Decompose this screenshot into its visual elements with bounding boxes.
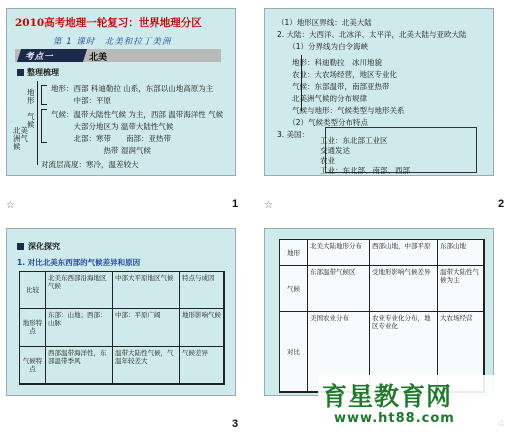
outline-line-text: 3. 美国：: [277, 130, 310, 139]
outline-line-text: （2）气候类型分布特点: [277, 118, 376, 127]
table-cell: 中部大平原地区气候: [113, 272, 180, 309]
table-cell: 东部：山地；西部：山脉: [46, 309, 113, 346]
summary-table: [279, 239, 485, 393]
slide-star-icon: ☆: [6, 200, 15, 211]
table-cell: 温带大陆性气候为主: [438, 266, 484, 312]
table-cell: 北美大陆地形分布: [308, 240, 370, 266]
outline-line-text: 北部：寒带 南部：亚热带: [51, 134, 171, 143]
page-number-3: 3: [232, 418, 239, 430]
outline-line-text: 地形：科迪勒拉 冰川地貌: [277, 58, 390, 67]
table-cell: 地形特点: [20, 309, 46, 346]
slide-star-icon: ☆: [264, 200, 273, 211]
heading-marker-icon: [17, 243, 24, 250]
table-cell: 西部山地，中部平原: [370, 240, 438, 266]
page-number-2: 2: [498, 198, 505, 210]
outline-line-text: 农业: [305, 156, 343, 165]
page-number-1: 1: [232, 198, 239, 210]
slide-1[interactable]: [6, 8, 236, 176]
slide-3[interactable]: [6, 228, 236, 396]
outline-line-text: 工业：东北部工业区: [305, 136, 395, 145]
table-cell: 地形: [280, 240, 308, 266]
outline-line-text: 对流层高度：寒冷，温差较大: [41, 160, 139, 169]
outline-line-text: 气候：温带大陆性气候 为主，西部 温带海洋性 气候: [51, 110, 224, 119]
watermark-logo: 育星教育网: [322, 382, 453, 411]
section-marker-icon: [17, 69, 24, 76]
explore-heading: [17, 241, 60, 252]
table-cell: 特点与成因: [180, 272, 224, 309]
outline-line-text: 北美洲气候的分布规律: [277, 94, 375, 103]
outline-line-text: 气候：东部温带，南部亚热带: [277, 82, 390, 91]
outline-line-text: 中部：平原: [51, 96, 134, 105]
outline-line-text: 气候与地形：气候类型与地形关系: [277, 106, 405, 115]
explore-question: 1. 对比北美东西部的气候差异和原因: [17, 258, 141, 267]
table-cell: 温带大陆性气候，气温年较差大: [113, 347, 180, 384]
slide-2[interactable]: [264, 8, 494, 176]
comparison-table: [19, 271, 225, 385]
outline-line-text: （1）分界线为白令海峡: [277, 42, 369, 51]
topic-label: 北美: [89, 53, 108, 63]
watermark-url[interactable]: www.ht88.com: [334, 411, 455, 426]
outline-label-climate: 气候: [27, 112, 35, 129]
outline-brace: [41, 109, 47, 143]
explore-heading-text: 深化探究: [28, 242, 60, 251]
kaodian-label: 考点一: [25, 52, 54, 62]
slide-title: 2010高考地理一轮复习：世界地理分区: [15, 17, 202, 29]
table-cell: 地形影响气候: [180, 309, 224, 346]
outline-line-text: 热带 湿润气候: [51, 146, 151, 155]
table-cell: 东部温带气候区: [308, 266, 370, 312]
table-cell: 受地形影响气候差异: [370, 266, 438, 312]
outline-line-text: 大部分地区为 温带大陆性气候: [51, 122, 174, 131]
table-cell: 北美东西部沿海地区气候: [46, 272, 113, 309]
section-heading-text: 整理梳理: [27, 68, 59, 77]
outline-line-text: 农业：大农场经营，地区专业化: [277, 70, 397, 79]
table-cell: 东部山地: [438, 240, 484, 266]
section-heading: [17, 67, 59, 78]
table-cell: 气候特点: [20, 347, 46, 384]
outline-label-terrain: 地形: [27, 88, 35, 105]
outline-line: [37, 81, 38, 165]
table-cell: 西部温带海洋性，东部温带季风: [46, 347, 113, 384]
outline-label-region: 北美洲气候: [13, 126, 28, 151]
outline-line-text: 交通发达: [305, 146, 358, 155]
table-cell: 比较: [20, 272, 46, 309]
table-cell: 对比: [280, 312, 308, 392]
table-cell: 气候差异: [180, 347, 224, 384]
outline-line-text: （1）地形区界线：北美大陆: [277, 18, 380, 27]
outline-brace: [41, 85, 47, 105]
table-cell: 中部：平原广阔: [113, 309, 180, 346]
outline-line-text: 工业：东北部、南部、西部: [305, 166, 410, 175]
outline-line-text: 地形：西部 科迪勒拉 山系，东部以山地高原为主: [51, 84, 214, 93]
outline-line-text: 2. 大陆：大西洋、北冰洋、太平洋，北美大陆与亚欧大陆: [277, 30, 467, 39]
table-cell: 农业专业化分布，地区专业化: [370, 312, 438, 392]
table-cell: 大农场经营: [438, 312, 484, 392]
slide-4[interactable]: [264, 228, 494, 396]
lesson-subtitle: 第 1 课时 北美和拉丁美洲: [53, 37, 172, 47]
table-cell: 气候: [280, 266, 308, 312]
table-cell: 美国农业分布: [308, 312, 370, 392]
